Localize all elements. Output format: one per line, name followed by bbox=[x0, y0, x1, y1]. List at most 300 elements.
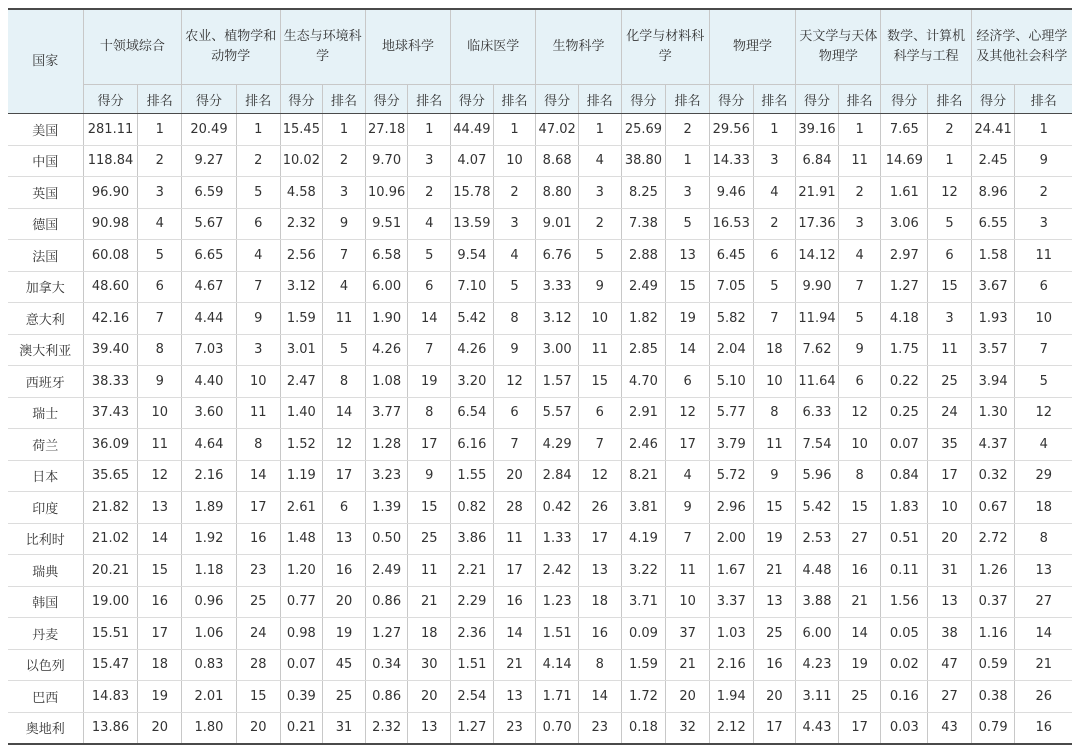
score-cell: 5.82 bbox=[709, 303, 753, 335]
rank-cell: 45 bbox=[323, 649, 366, 681]
score-cell: 2.21 bbox=[451, 555, 494, 587]
score-cell: 0.59 bbox=[971, 649, 1015, 681]
score-cell: 24.41 bbox=[971, 114, 1015, 146]
rank-cell: 26 bbox=[578, 492, 621, 524]
rank-cell: 5 bbox=[838, 303, 881, 335]
rank-subheader: 排名 bbox=[753, 85, 796, 114]
score-cell: 3.67 bbox=[971, 271, 1015, 303]
rank-cell: 6 bbox=[578, 397, 621, 429]
score-cell: 1.82 bbox=[621, 303, 666, 335]
rank-cell: 3 bbox=[408, 145, 451, 177]
score-cell: 1.83 bbox=[881, 492, 928, 524]
score-cell: 11.94 bbox=[796, 303, 839, 335]
rank-cell: 10 bbox=[1015, 303, 1072, 335]
score-cell: 21.02 bbox=[83, 523, 138, 555]
rank-cell: 14 bbox=[838, 618, 881, 650]
score-cell: 0.38 bbox=[971, 681, 1015, 713]
table-row bbox=[8, 712, 1072, 744]
score-cell: 3.12 bbox=[280, 271, 323, 303]
rank-cell: 8 bbox=[578, 649, 621, 681]
rank-cell: 14 bbox=[408, 303, 451, 335]
rank-cell: 11 bbox=[408, 555, 451, 587]
rank-cell: 7 bbox=[493, 429, 536, 461]
score-cell: 5.10 bbox=[709, 366, 753, 398]
ranking-table bbox=[8, 8, 1072, 745]
score-cell: 4.26 bbox=[365, 334, 408, 366]
rank-subheader: 排名 bbox=[323, 85, 366, 114]
score-cell: 7.38 bbox=[621, 208, 666, 240]
rank-subheader: 排名 bbox=[666, 85, 710, 114]
score-cell: 2.49 bbox=[365, 555, 408, 587]
score-cell: 0.21 bbox=[280, 712, 323, 744]
rank-cell: 15 bbox=[928, 271, 972, 303]
score-cell: 1.40 bbox=[280, 397, 323, 429]
rank-cell: 1 bbox=[236, 114, 280, 146]
rank-cell: 18 bbox=[138, 649, 182, 681]
score-cell: 39.16 bbox=[796, 114, 839, 146]
score-cell: 3.23 bbox=[365, 460, 408, 492]
rank-cell: 25 bbox=[928, 366, 972, 398]
score-cell: 1.30 bbox=[971, 397, 1015, 429]
score-cell: 14.69 bbox=[881, 145, 928, 177]
score-cell: 2.53 bbox=[796, 523, 839, 555]
score-cell: 4.44 bbox=[182, 303, 237, 335]
score-cell: 0.32 bbox=[971, 460, 1015, 492]
rank-cell: 13 bbox=[493, 681, 536, 713]
rank-cell: 3 bbox=[666, 177, 710, 209]
rank-cell: 13 bbox=[578, 555, 621, 587]
country-cell: 瑞典 bbox=[8, 555, 83, 587]
field-header: 地球科学 bbox=[365, 9, 450, 85]
rank-cell: 12 bbox=[838, 397, 881, 429]
country-cell: 澳大利亚 bbox=[8, 334, 83, 366]
rank-cell: 20 bbox=[236, 712, 280, 744]
rank-cell: 7 bbox=[753, 303, 796, 335]
score-cell: 0.02 bbox=[881, 649, 928, 681]
rank-cell: 1 bbox=[408, 114, 451, 146]
score-cell: 2.96 bbox=[709, 492, 753, 524]
rank-cell: 11 bbox=[928, 334, 972, 366]
rank-cell: 2 bbox=[753, 208, 796, 240]
rank-cell: 2 bbox=[578, 208, 621, 240]
score-cell: 1.16 bbox=[971, 618, 1015, 650]
rank-cell: 7 bbox=[578, 429, 621, 461]
rank-cell: 3 bbox=[323, 177, 366, 209]
country-cell: 奥地利 bbox=[8, 712, 83, 744]
score-cell: 7.10 bbox=[451, 271, 494, 303]
score-cell: 96.90 bbox=[83, 177, 138, 209]
score-cell: 2.32 bbox=[365, 712, 408, 744]
table-row bbox=[8, 177, 1072, 209]
score-cell: 10.02 bbox=[280, 145, 323, 177]
rank-subheader: 排名 bbox=[928, 85, 972, 114]
rank-cell: 17 bbox=[493, 555, 536, 587]
score-cell: 0.86 bbox=[365, 681, 408, 713]
score-subheader: 得分 bbox=[796, 85, 839, 114]
score-cell: 3.81 bbox=[621, 492, 666, 524]
rank-cell: 31 bbox=[323, 712, 366, 744]
rank-cell: 21 bbox=[408, 586, 451, 618]
table-row bbox=[8, 208, 1072, 240]
rank-cell: 25 bbox=[753, 618, 796, 650]
rank-cell: 14 bbox=[236, 460, 280, 492]
score-cell: 2.00 bbox=[709, 523, 753, 555]
rank-cell: 13 bbox=[323, 523, 366, 555]
country-column-header: 国家 bbox=[8, 9, 83, 114]
rank-cell: 16 bbox=[753, 649, 796, 681]
score-cell: 9.27 bbox=[182, 145, 237, 177]
field-header: 十领域综合 bbox=[83, 9, 181, 85]
rank-cell: 12 bbox=[1015, 397, 1072, 429]
score-cell: 3.33 bbox=[536, 271, 579, 303]
rank-cell: 12 bbox=[928, 177, 972, 209]
score-cell: 7.62 bbox=[796, 334, 839, 366]
score-cell: 0.18 bbox=[621, 712, 666, 744]
score-cell: 3.01 bbox=[280, 334, 323, 366]
score-cell: 6.58 bbox=[365, 240, 408, 272]
score-cell: 6.16 bbox=[451, 429, 494, 461]
country-cell: 荷兰 bbox=[8, 429, 83, 461]
score-cell: 0.86 bbox=[365, 586, 408, 618]
score-cell: 16.53 bbox=[709, 208, 753, 240]
rank-cell: 17 bbox=[236, 492, 280, 524]
score-cell: 19.00 bbox=[83, 586, 138, 618]
score-cell: 4.37 bbox=[971, 429, 1015, 461]
rank-cell: 10 bbox=[578, 303, 621, 335]
score-cell: 1.39 bbox=[365, 492, 408, 524]
score-cell: 90.98 bbox=[83, 208, 138, 240]
rank-cell: 4 bbox=[838, 240, 881, 272]
rank-cell: 6 bbox=[666, 366, 710, 398]
score-cell: 2.88 bbox=[621, 240, 666, 272]
score-cell: 3.77 bbox=[365, 397, 408, 429]
score-cell: 1.59 bbox=[280, 303, 323, 335]
score-cell: 4.67 bbox=[182, 271, 237, 303]
table-row bbox=[8, 555, 1072, 587]
rank-cell: 4 bbox=[1015, 429, 1072, 461]
country-cell: 意大利 bbox=[8, 303, 83, 335]
score-cell: 6.33 bbox=[796, 397, 839, 429]
rank-cell: 10 bbox=[236, 366, 280, 398]
rank-cell: 26 bbox=[1015, 681, 1072, 713]
score-cell: 6.65 bbox=[182, 240, 237, 272]
score-cell: 1.51 bbox=[536, 618, 579, 650]
rank-cell: 19 bbox=[838, 649, 881, 681]
rank-cell: 8 bbox=[838, 460, 881, 492]
score-cell: 281.11 bbox=[83, 114, 138, 146]
rank-cell: 14 bbox=[323, 397, 366, 429]
score-cell: 0.70 bbox=[536, 712, 579, 744]
rank-cell: 3 bbox=[578, 177, 621, 209]
rank-cell: 21 bbox=[1015, 649, 1072, 681]
rank-cell: 18 bbox=[578, 586, 621, 618]
score-cell: 0.39 bbox=[280, 681, 323, 713]
score-subheader: 得分 bbox=[83, 85, 138, 114]
rank-cell: 18 bbox=[753, 334, 796, 366]
score-subheader: 得分 bbox=[971, 85, 1015, 114]
rank-cell: 17 bbox=[838, 712, 881, 744]
score-cell: 6.84 bbox=[796, 145, 839, 177]
country-cell: 印度 bbox=[8, 492, 83, 524]
score-subheader: 得分 bbox=[536, 85, 579, 114]
score-cell: 1.59 bbox=[621, 649, 666, 681]
score-cell: 1.93 bbox=[971, 303, 1015, 335]
score-cell: 2.46 bbox=[621, 429, 666, 461]
score-cell: 1.06 bbox=[182, 618, 237, 650]
score-subheader: 得分 bbox=[182, 85, 237, 114]
score-subheader: 得分 bbox=[365, 85, 408, 114]
rank-cell: 14 bbox=[666, 334, 710, 366]
score-cell: 0.96 bbox=[182, 586, 237, 618]
table-row bbox=[8, 681, 1072, 713]
table-row bbox=[8, 618, 1072, 650]
score-cell: 42.16 bbox=[83, 303, 138, 335]
rank-cell: 14 bbox=[493, 618, 536, 650]
score-cell: 1.28 bbox=[365, 429, 408, 461]
score-cell: 0.07 bbox=[280, 649, 323, 681]
score-cell: 3.11 bbox=[796, 681, 839, 713]
country-cell: 韩国 bbox=[8, 586, 83, 618]
rank-cell: 5 bbox=[323, 334, 366, 366]
score-cell: 2.47 bbox=[280, 366, 323, 398]
score-cell: 2.85 bbox=[621, 334, 666, 366]
rank-cell: 21 bbox=[838, 586, 881, 618]
score-cell: 29.56 bbox=[709, 114, 753, 146]
rank-cell: 1 bbox=[666, 145, 710, 177]
score-cell: 2.72 bbox=[971, 523, 1015, 555]
score-cell: 5.72 bbox=[709, 460, 753, 492]
rank-cell: 2 bbox=[838, 177, 881, 209]
rank-cell: 2 bbox=[138, 145, 182, 177]
score-cell: 48.60 bbox=[83, 271, 138, 303]
rank-cell: 20 bbox=[138, 712, 182, 744]
score-cell: 5.77 bbox=[709, 397, 753, 429]
score-cell: 14.83 bbox=[83, 681, 138, 713]
score-cell: 1.19 bbox=[280, 460, 323, 492]
rank-cell: 7 bbox=[1015, 334, 1072, 366]
rank-cell: 15 bbox=[838, 492, 881, 524]
score-cell: 15.47 bbox=[83, 649, 138, 681]
rank-subheader: 排名 bbox=[578, 85, 621, 114]
score-cell: 1.67 bbox=[709, 555, 753, 587]
country-cell: 中国 bbox=[8, 145, 83, 177]
rank-cell: 23 bbox=[236, 555, 280, 587]
score-cell: 6.00 bbox=[365, 271, 408, 303]
rank-cell: 21 bbox=[753, 555, 796, 587]
score-cell: 3.86 bbox=[451, 523, 494, 555]
rank-cell: 17 bbox=[323, 460, 366, 492]
rank-cell: 13 bbox=[666, 240, 710, 272]
score-cell: 0.05 bbox=[881, 618, 928, 650]
score-cell: 2.54 bbox=[451, 681, 494, 713]
rank-cell: 9 bbox=[408, 460, 451, 492]
score-cell: 0.25 bbox=[881, 397, 928, 429]
score-cell: 6.55 bbox=[971, 208, 1015, 240]
rank-cell: 4 bbox=[666, 460, 710, 492]
score-cell: 0.50 bbox=[365, 523, 408, 555]
score-cell: 7.05 bbox=[709, 271, 753, 303]
table-row bbox=[8, 145, 1072, 177]
rank-cell: 4 bbox=[138, 208, 182, 240]
rank-cell: 11 bbox=[666, 555, 710, 587]
score-cell: 2.04 bbox=[709, 334, 753, 366]
score-cell: 5.42 bbox=[451, 303, 494, 335]
score-cell: 1.80 bbox=[182, 712, 237, 744]
rank-cell: 27 bbox=[928, 681, 972, 713]
rank-cell: 15 bbox=[236, 681, 280, 713]
score-cell: 10.96 bbox=[365, 177, 408, 209]
rank-cell: 20 bbox=[323, 586, 366, 618]
rank-cell: 6 bbox=[408, 271, 451, 303]
table-row bbox=[8, 397, 1072, 429]
rank-cell: 17 bbox=[408, 429, 451, 461]
rank-cell: 14 bbox=[1015, 618, 1072, 650]
rank-cell: 5 bbox=[666, 208, 710, 240]
score-cell: 4.70 bbox=[621, 366, 666, 398]
rank-cell: 29 bbox=[1015, 460, 1072, 492]
score-cell: 20.49 bbox=[182, 114, 237, 146]
rank-cell: 1 bbox=[838, 114, 881, 146]
rank-cell: 17 bbox=[666, 429, 710, 461]
rank-cell: 20 bbox=[493, 460, 536, 492]
table-row bbox=[8, 492, 1072, 524]
score-cell: 0.79 bbox=[971, 712, 1015, 744]
rank-cell: 7 bbox=[838, 271, 881, 303]
score-cell: 4.14 bbox=[536, 649, 579, 681]
country-cell: 法国 bbox=[8, 240, 83, 272]
rank-cell: 16 bbox=[1015, 712, 1072, 744]
rank-cell: 1 bbox=[323, 114, 366, 146]
rank-cell: 17 bbox=[578, 523, 621, 555]
rank-cell: 19 bbox=[323, 618, 366, 650]
score-cell: 3.12 bbox=[536, 303, 579, 335]
rank-subheader: 排名 bbox=[1015, 85, 1072, 114]
score-cell: 3.57 bbox=[971, 334, 1015, 366]
score-cell: 3.79 bbox=[709, 429, 753, 461]
rank-cell: 6 bbox=[493, 397, 536, 429]
score-cell: 0.82 bbox=[451, 492, 494, 524]
rank-cell: 3 bbox=[928, 303, 972, 335]
rank-cell: 9 bbox=[666, 492, 710, 524]
rank-cell: 10 bbox=[928, 492, 972, 524]
rank-cell: 25 bbox=[838, 681, 881, 713]
rank-cell: 1 bbox=[753, 114, 796, 146]
rank-cell: 21 bbox=[666, 649, 710, 681]
table-row bbox=[8, 271, 1072, 303]
rank-cell: 11 bbox=[493, 523, 536, 555]
rank-cell: 12 bbox=[323, 429, 366, 461]
score-cell: 4.40 bbox=[182, 366, 237, 398]
rank-cell: 25 bbox=[408, 523, 451, 555]
country-cell: 比利时 bbox=[8, 523, 83, 555]
rank-cell: 15 bbox=[666, 271, 710, 303]
rank-cell: 5 bbox=[1015, 366, 1072, 398]
rank-cell: 37 bbox=[666, 618, 710, 650]
table-row bbox=[8, 429, 1072, 461]
score-subheader: 得分 bbox=[709, 85, 753, 114]
score-cell: 37.43 bbox=[83, 397, 138, 429]
score-cell: 7.65 bbox=[881, 114, 928, 146]
score-cell: 3.94 bbox=[971, 366, 1015, 398]
score-cell: 1.72 bbox=[621, 681, 666, 713]
score-subheader: 得分 bbox=[621, 85, 666, 114]
rank-cell: 6 bbox=[236, 208, 280, 240]
rank-cell: 10 bbox=[838, 429, 881, 461]
score-cell: 7.54 bbox=[796, 429, 839, 461]
rank-cell: 13 bbox=[408, 712, 451, 744]
score-cell: 0.77 bbox=[280, 586, 323, 618]
score-cell: 5.67 bbox=[182, 208, 237, 240]
score-cell: 1.20 bbox=[280, 555, 323, 587]
score-cell: 9.70 bbox=[365, 145, 408, 177]
rank-cell: 2 bbox=[928, 114, 972, 146]
rank-cell: 9 bbox=[578, 271, 621, 303]
score-cell: 0.37 bbox=[971, 586, 1015, 618]
country-cell: 美国 bbox=[8, 114, 83, 146]
field-header: 临床医学 bbox=[451, 9, 536, 85]
score-cell: 0.22 bbox=[881, 366, 928, 398]
score-cell: 14.12 bbox=[796, 240, 839, 272]
rank-cell: 5 bbox=[408, 240, 451, 272]
rank-cell: 10 bbox=[753, 366, 796, 398]
rank-cell: 21 bbox=[493, 649, 536, 681]
score-cell: 8.68 bbox=[536, 145, 579, 177]
rank-cell: 15 bbox=[578, 366, 621, 398]
rank-cell: 16 bbox=[323, 555, 366, 587]
score-cell: 1.90 bbox=[365, 303, 408, 335]
score-cell: 4.23 bbox=[796, 649, 839, 681]
score-cell: 27.18 bbox=[365, 114, 408, 146]
rank-cell: 30 bbox=[408, 649, 451, 681]
score-subheader: 得分 bbox=[280, 85, 323, 114]
rank-cell: 3 bbox=[838, 208, 881, 240]
rank-cell: 9 bbox=[753, 460, 796, 492]
country-cell: 瑞士 bbox=[8, 397, 83, 429]
rank-cell: 17 bbox=[753, 712, 796, 744]
rank-cell: 4 bbox=[753, 177, 796, 209]
rank-cell: 47 bbox=[928, 649, 972, 681]
score-cell: 5.42 bbox=[796, 492, 839, 524]
rank-cell: 11 bbox=[323, 303, 366, 335]
country-cell: 以色列 bbox=[8, 649, 83, 681]
rank-cell: 18 bbox=[1015, 492, 1072, 524]
score-cell: 7.03 bbox=[182, 334, 237, 366]
score-cell: 2.84 bbox=[536, 460, 579, 492]
rank-cell: 6 bbox=[138, 271, 182, 303]
rank-cell: 8 bbox=[1015, 523, 1072, 555]
table-row bbox=[8, 523, 1072, 555]
rank-cell: 7 bbox=[666, 523, 710, 555]
score-cell: 35.65 bbox=[83, 460, 138, 492]
rank-cell: 2 bbox=[236, 145, 280, 177]
score-cell: 2.32 bbox=[280, 208, 323, 240]
rank-cell: 2 bbox=[323, 145, 366, 177]
score-cell: 0.51 bbox=[881, 523, 928, 555]
rank-cell: 7 bbox=[236, 271, 280, 303]
rank-cell: 19 bbox=[753, 523, 796, 555]
rank-cell: 4 bbox=[493, 240, 536, 272]
rank-cell: 16 bbox=[493, 586, 536, 618]
score-cell: 0.83 bbox=[182, 649, 237, 681]
rank-subheader: 排名 bbox=[138, 85, 182, 114]
rank-subheader: 排名 bbox=[236, 85, 280, 114]
score-cell: 2.56 bbox=[280, 240, 323, 272]
score-cell: 60.08 bbox=[83, 240, 138, 272]
score-cell: 20.21 bbox=[83, 555, 138, 587]
score-cell: 1.52 bbox=[280, 429, 323, 461]
score-cell: 13.86 bbox=[83, 712, 138, 744]
score-cell: 1.89 bbox=[182, 492, 237, 524]
